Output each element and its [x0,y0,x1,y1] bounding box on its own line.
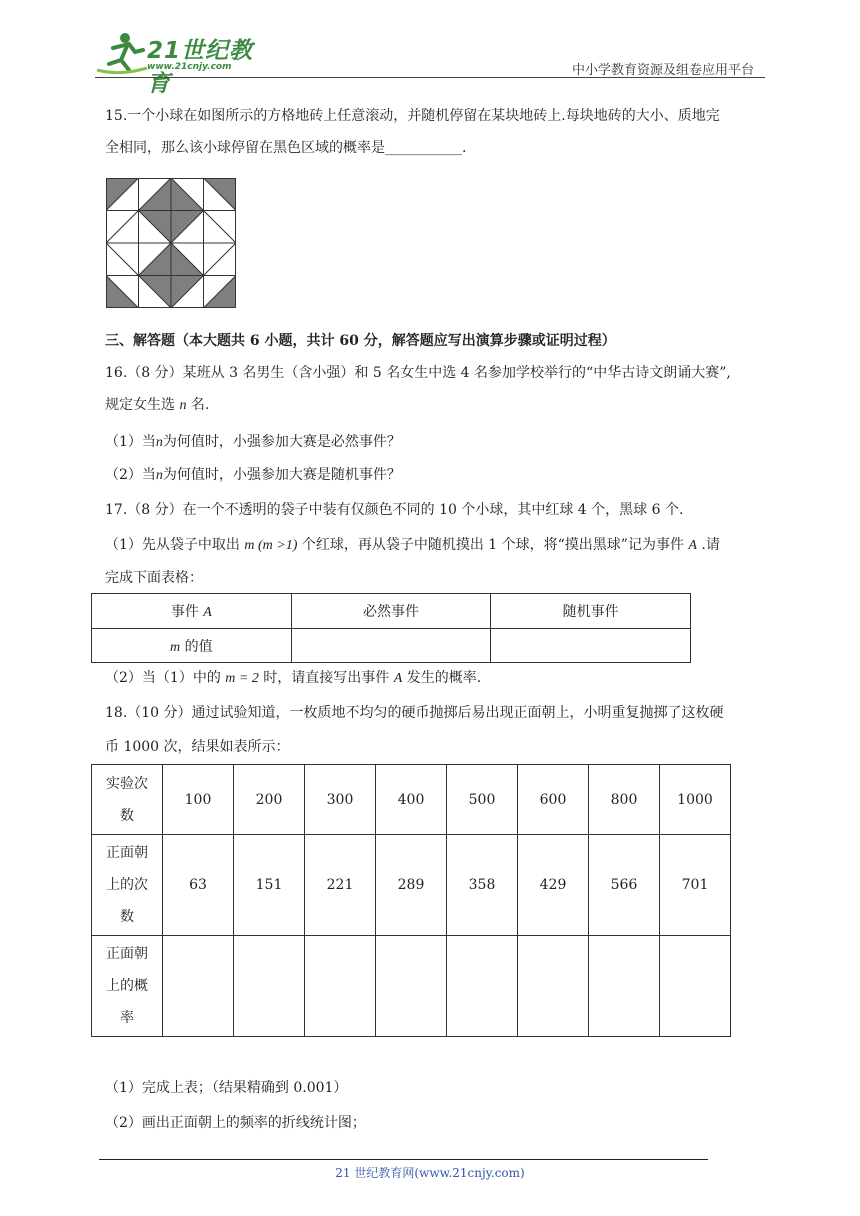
label-line: 正面朝 [106,946,148,962]
probability-cell-empty[interactable] [163,936,234,1037]
probability-cell-empty[interactable] [234,936,305,1037]
q16-var-n: n [179,398,187,413]
footer-rule [99,1159,708,1160]
label-line: 率 [120,1010,134,1026]
q17-event-A2: A [393,671,403,686]
q16-part2-label: （2）当 [105,467,156,483]
q17-part1 [105,535,720,556]
q17-part2-text: 时，请直接写出事件 [263,670,390,686]
platform-name: 中小学教育资源及组卷应用平台 [572,63,755,78]
label-line: 数 [120,807,134,824]
q17-table-r1 [92,629,292,663]
q18-part2: （2）画出正面朝上的频率的折线统计图； [105,1115,366,1131]
q17-r1-text: 的值 [184,638,213,655]
q17-part2-label: （2）当（1）中的 [105,670,221,686]
trial-cell: 800 [589,765,660,835]
q17-h1-text: 事件 [170,604,199,620]
logo-text: 21世纪教育 [147,38,254,97]
q17-table-h1 [92,594,292,629]
q17-table-cell-empty[interactable] [491,629,691,663]
heads-cell: 566 [589,835,660,936]
q16-part1-label: （1）当 [105,434,156,450]
q17-r1-var: m [170,639,181,655]
q16-part2 [105,465,401,486]
q17-math-m2: m = 2 [225,671,259,686]
q18-row-label-probability [92,936,163,1037]
label-line: 正面朝 [106,845,148,861]
q18-line1: 18.（10 分）通过试验知道，一枚质地不均匀的硬币抛掷后易出现正面朝上，小明重复抛掷了这枚硬 [105,705,724,721]
label-line: 数 [120,909,134,925]
q16-part2-text: 为何值时，小强参加大赛是随机事件？ [162,467,401,483]
q17-table-h2: 必然事件 [291,594,491,629]
probability-cell-empty[interactable] [589,936,660,1037]
trial-cell: 200 [234,765,305,835]
q17-math-m: m (m >1) [244,538,298,553]
probability-cell-empty[interactable] [518,936,589,1037]
q17-h1-var: A [203,605,212,620]
trial-cell: 300 [305,765,376,835]
q17-table-cell-empty[interactable] [291,629,491,663]
label-line: 上的次 [106,877,148,893]
q18-part1: （1）完成上表；（结果精确到 0.001） [105,1080,348,1096]
logo-url: www.21cnjy.com [147,62,232,72]
footer-text[interactable]: 21 世纪教育网(www.21cnjy.com) [335,1166,525,1180]
probability-cell-empty[interactable] [447,936,518,1037]
q16-part2-var: n [155,468,163,483]
q17-event-A: A [688,538,697,553]
q15-line1: 15.一个小球在如图所示的方格地砖上任意滚动，并随机停留在某块地砖上.每块地砖的大小、质地完 [105,108,720,124]
trial-cell: 600 [518,765,589,835]
q18-row-heads [92,835,731,936]
q17-table-h3: 随机事件 [491,594,691,629]
q17-part2-end: 发生的概率. [406,670,482,686]
q16-line2-text: 规定女生选 [105,397,175,413]
q16-line2 [105,395,209,416]
q18-row-trials [92,765,731,835]
heads-cell: 358 [447,835,518,936]
q18-row-label-heads [92,835,163,936]
probability-cell-empty[interactable] [660,936,731,1037]
q17-line1: 17.（8 分）在一个不透明的袋子中装有仅颜色不同的 10 个小球，其中红球 4 个，黑球 6 个. [105,502,684,518]
q18-table [91,764,731,1037]
label-line: 上的概 [106,978,148,994]
trial-cell: 400 [376,765,447,835]
heads-cell: 151 [234,835,305,936]
runner-logo-icon [95,30,150,76]
trial-cell: 500 [447,765,518,835]
trial-cell: 100 [163,765,234,835]
q17-line3: 完成下面表格： [105,570,203,586]
heads-cell: 429 [518,835,589,936]
trial-cell: 1000 [660,765,731,835]
q17-part1-label: （1）先从袋子中取出 [105,537,240,553]
header-logo [95,30,265,97]
q16-line2-end: 名. [190,397,210,413]
q17-part1-end: .请 [701,537,720,553]
probability-cell-empty[interactable] [305,936,376,1037]
q16-part1 [105,432,401,453]
heads-cell: 63 [163,835,234,936]
q16-part1-text: 为何值时，小强参加大赛是必然事件？ [162,434,401,450]
probability-cell-empty[interactable] [376,936,447,1037]
q18-line2: 币 1000 次，结果如表所示： [105,739,290,755]
q17-table [91,593,691,663]
q18-row-probability [92,936,731,1037]
q17-part1-text: 个红球，再从袋子中随机摸出 1 个球，将“摸出黑球”记为事件 [301,537,684,553]
q16-part1-var: n [155,435,163,450]
header-rule [95,77,765,78]
q18-row-label-trials [92,765,163,835]
section3-title: 三、解答题（本大题共 6 小题，共计 60 分，解答题应写出演算步骤或证明过程） [105,333,616,349]
label-line: 实验次 [106,775,148,792]
heads-cell: 289 [376,835,447,936]
q17-part2 [105,668,481,689]
heads-cell: 701 [660,835,731,936]
q16-line1: 16.（8 分）某班从 3 名男生（含小强）和 5 名女生中选 4 名参加学校举行的“中华古诗文朗诵大赛”, [105,365,731,381]
heads-cell: 221 [305,835,376,936]
tile-grid-figure [106,178,236,308]
q15-line2: 全相同，那么该小球停留在黑色区域的概率是___________. [105,140,467,156]
